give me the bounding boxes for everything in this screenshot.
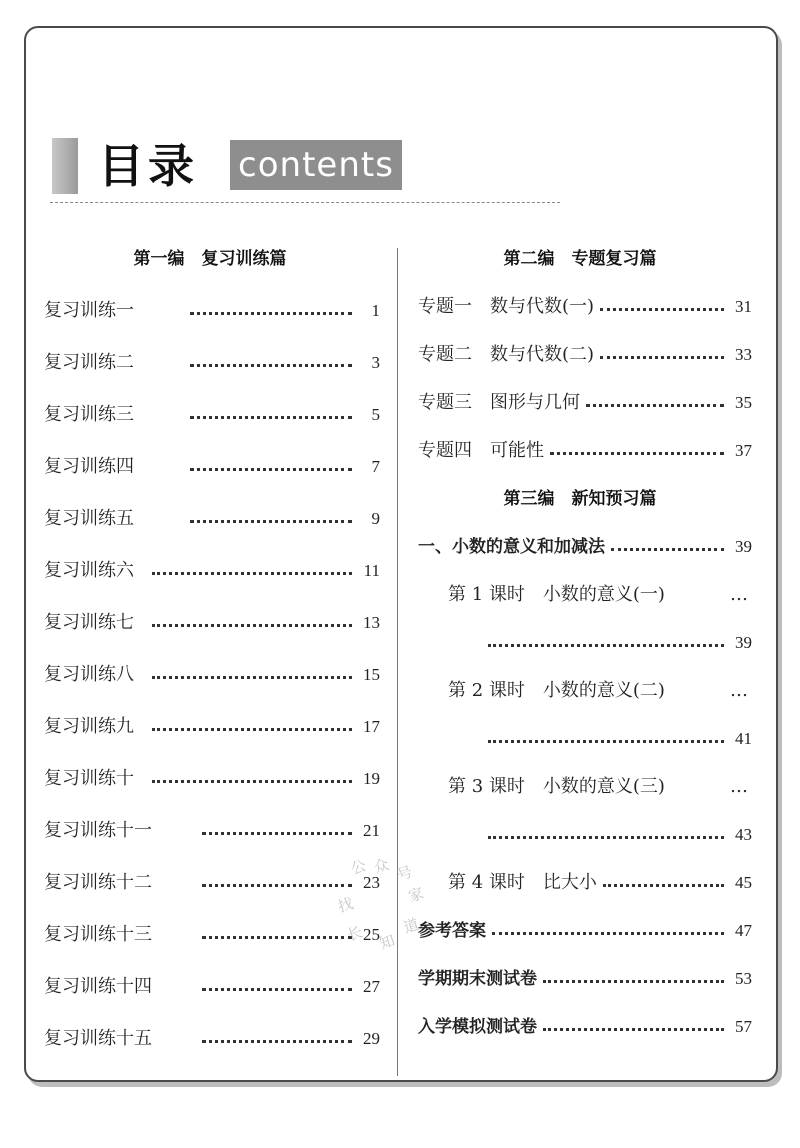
entry-label: 复习训练十一	[44, 820, 152, 841]
stamp-char: 知	[377, 931, 398, 954]
entry-page: 33	[735, 345, 752, 364]
entry-page: 47	[735, 921, 752, 940]
leader-dots	[600, 356, 724, 359]
toc-entry-review-7[interactable]	[44, 608, 380, 638]
toc-entry-lesson-3-cont[interactable]	[488, 820, 752, 850]
entry-page: 3	[371, 353, 380, 372]
leader-dots	[202, 884, 352, 887]
leader-dots	[202, 988, 352, 991]
entry-page: 25	[363, 925, 380, 944]
entry-label: 复习训练七	[44, 612, 134, 633]
entry-label: 第 2 课时 小数的意义(二)	[448, 680, 665, 701]
leader-dots	[202, 832, 352, 835]
entry-label: 第 1 课时 小数的意义(一)	[448, 584, 665, 605]
entry-label: 复习训练十	[44, 768, 134, 789]
leader-dots	[202, 936, 352, 939]
entry-page: 7	[371, 457, 380, 476]
toc-entry-topic-4[interactable]	[418, 436, 752, 466]
leader-dots	[603, 884, 724, 887]
entry-page: 19	[363, 769, 380, 788]
entry-label: 学期期末测试卷	[418, 969, 537, 989]
toc-entry-review-4[interactable]	[44, 452, 380, 482]
entry-page: 23	[363, 873, 380, 892]
toc-entry-review-2[interactable]	[44, 348, 380, 378]
entry-label: 第 3 课时 小数的意义(三)	[448, 776, 665, 797]
entry-page: 57	[735, 1017, 752, 1036]
entry-label: 入学模拟测试卷	[418, 1017, 537, 1037]
leader-dots	[190, 312, 352, 315]
entry-page: 37	[735, 441, 752, 460]
entry-label: 复习训练六	[44, 560, 134, 581]
entry-label: 复习训练二	[44, 352, 134, 373]
entry-page: 35	[735, 393, 752, 412]
leader-dots	[152, 780, 352, 783]
stamp-char: 众	[371, 855, 392, 878]
toc-entry-final-exam[interactable]	[418, 964, 752, 994]
entry-page: 15	[363, 665, 380, 684]
leader-dots	[152, 676, 352, 679]
toc-entry-lesson-2[interactable]	[448, 676, 748, 706]
leader-dots	[202, 1040, 352, 1043]
entry-label: 复习训练八	[44, 664, 134, 685]
leader-dots	[543, 980, 724, 983]
entry-label: 第 4 课时 比大小	[448, 872, 597, 893]
leader-dots	[543, 1028, 724, 1031]
entry-label: 复习训练五	[44, 508, 134, 529]
toc-entry-topic-2[interactable]	[418, 340, 752, 370]
toc-entry-review-1[interactable]	[44, 296, 380, 326]
entry-page: 21	[363, 821, 380, 840]
entry-page: 45	[735, 873, 752, 892]
entry-page: 31	[735, 297, 752, 316]
entry-label: 专题三 图形与几何	[418, 392, 580, 413]
toc-title: 目录	[98, 139, 198, 193]
part2-heading: 第二编 专题复习篇	[503, 249, 657, 269]
entry-label: 复习训练十五	[44, 1028, 152, 1049]
toc-entry-entrance-exam[interactable]	[418, 1012, 752, 1042]
leader-dots	[152, 624, 352, 627]
entry-page: 41	[735, 729, 752, 748]
toc-entry-lesson-1[interactable]	[448, 580, 748, 610]
toc-entry-chapter-1[interactable]	[418, 532, 752, 562]
toc-entry-review-13[interactable]	[44, 920, 380, 950]
toc-entry-lesson-2-cont[interactable]	[488, 724, 752, 754]
entry-page: 39	[735, 633, 752, 652]
leader-dots	[586, 404, 724, 407]
toc-entry-review-12[interactable]	[44, 868, 380, 898]
stamp-char: 公	[348, 856, 369, 879]
part1-heading: 第一编 复习训练篇	[133, 249, 287, 269]
header-accent-bar	[52, 138, 78, 194]
toc-entry-review-15[interactable]	[44, 1024, 380, 1054]
entry-label: 参考答案	[418, 921, 486, 941]
leader-dots	[550, 452, 724, 455]
entry-label: 复习训练十四	[44, 976, 152, 997]
stamp-char: 家	[405, 884, 426, 906]
toc-entry-review-3[interactable]	[44, 400, 380, 430]
entry-label: 复习训练九	[44, 716, 134, 737]
toc-entry-topic-3[interactable]	[418, 388, 752, 418]
stamp-char: 长	[344, 922, 365, 945]
leader-dots	[190, 468, 352, 471]
entry-page: 39	[735, 537, 752, 556]
entry-page: 27	[363, 977, 380, 996]
toc-entry-lesson-4[interactable]	[448, 868, 752, 898]
entry-page: 29	[363, 1029, 380, 1048]
leader-dots	[190, 364, 352, 367]
entry-page: 11	[363, 561, 380, 580]
leader-dots	[488, 836, 724, 839]
header-divider	[50, 202, 560, 203]
leader-dots	[611, 548, 724, 551]
toc-header	[52, 138, 412, 194]
toc-entry-review-5[interactable]	[44, 504, 380, 534]
toc-entry-lesson-1-cont[interactable]	[488, 628, 752, 658]
stamp-char: 号	[394, 862, 415, 885]
column-divider	[397, 248, 398, 1076]
entry-label: 专题一 数与代数(一)	[418, 296, 595, 317]
toc-subtitle: contents	[230, 140, 402, 190]
toc-entry-answers[interactable]	[418, 916, 752, 946]
toc-entry-review-10[interactable]	[44, 764, 380, 794]
leader-dots	[190, 520, 352, 523]
entry-label: 专题二 数与代数(二)	[418, 344, 595, 365]
toc-entry-review-6[interactable]	[44, 556, 380, 586]
entry-page: 17	[363, 717, 380, 736]
stamp-char: 找	[335, 894, 356, 917]
entry-page: 9	[371, 509, 380, 528]
entry-page: 1	[371, 301, 380, 320]
entry-page: 5	[371, 405, 380, 424]
leader-dots	[488, 644, 724, 647]
leader-dots	[152, 572, 352, 575]
entry-page: 43	[735, 825, 752, 844]
entry-label: 复习训练四	[44, 456, 134, 477]
leader-dots	[488, 740, 724, 743]
entry-page: 53	[735, 969, 752, 988]
toc-entry-topic-1[interactable]	[418, 292, 752, 322]
entry-label: 复习训练十二	[44, 872, 152, 893]
entry-label: 专题四 可能性	[418, 440, 544, 461]
toc-entry-review-8[interactable]	[44, 660, 380, 690]
entry-label: 复习训练一	[44, 300, 134, 321]
leader-dots	[600, 308, 724, 311]
entry-label: 复习训练十三	[44, 924, 152, 945]
entry-label: 复习训练三	[44, 404, 134, 425]
entry-page: 13	[363, 613, 380, 632]
toc-entry-lesson-3[interactable]	[448, 772, 748, 802]
toc-entry-review-14[interactable]	[44, 972, 380, 1002]
toc-entry-review-9[interactable]	[44, 712, 380, 742]
entry-ellipsis: …	[730, 584, 748, 605]
entry-ellipsis: …	[730, 680, 748, 701]
stamp-char: 道	[401, 915, 422, 937]
leader-dots	[190, 416, 352, 419]
leader-dots	[152, 728, 352, 731]
entry-ellipsis: …	[730, 776, 748, 797]
toc-entry-review-11[interactable]	[44, 816, 380, 846]
entry-label: 一、小数的意义和加减法	[418, 537, 605, 557]
leader-dots	[492, 932, 724, 935]
part3-heading: 第三编 新知预习篇	[503, 489, 657, 509]
